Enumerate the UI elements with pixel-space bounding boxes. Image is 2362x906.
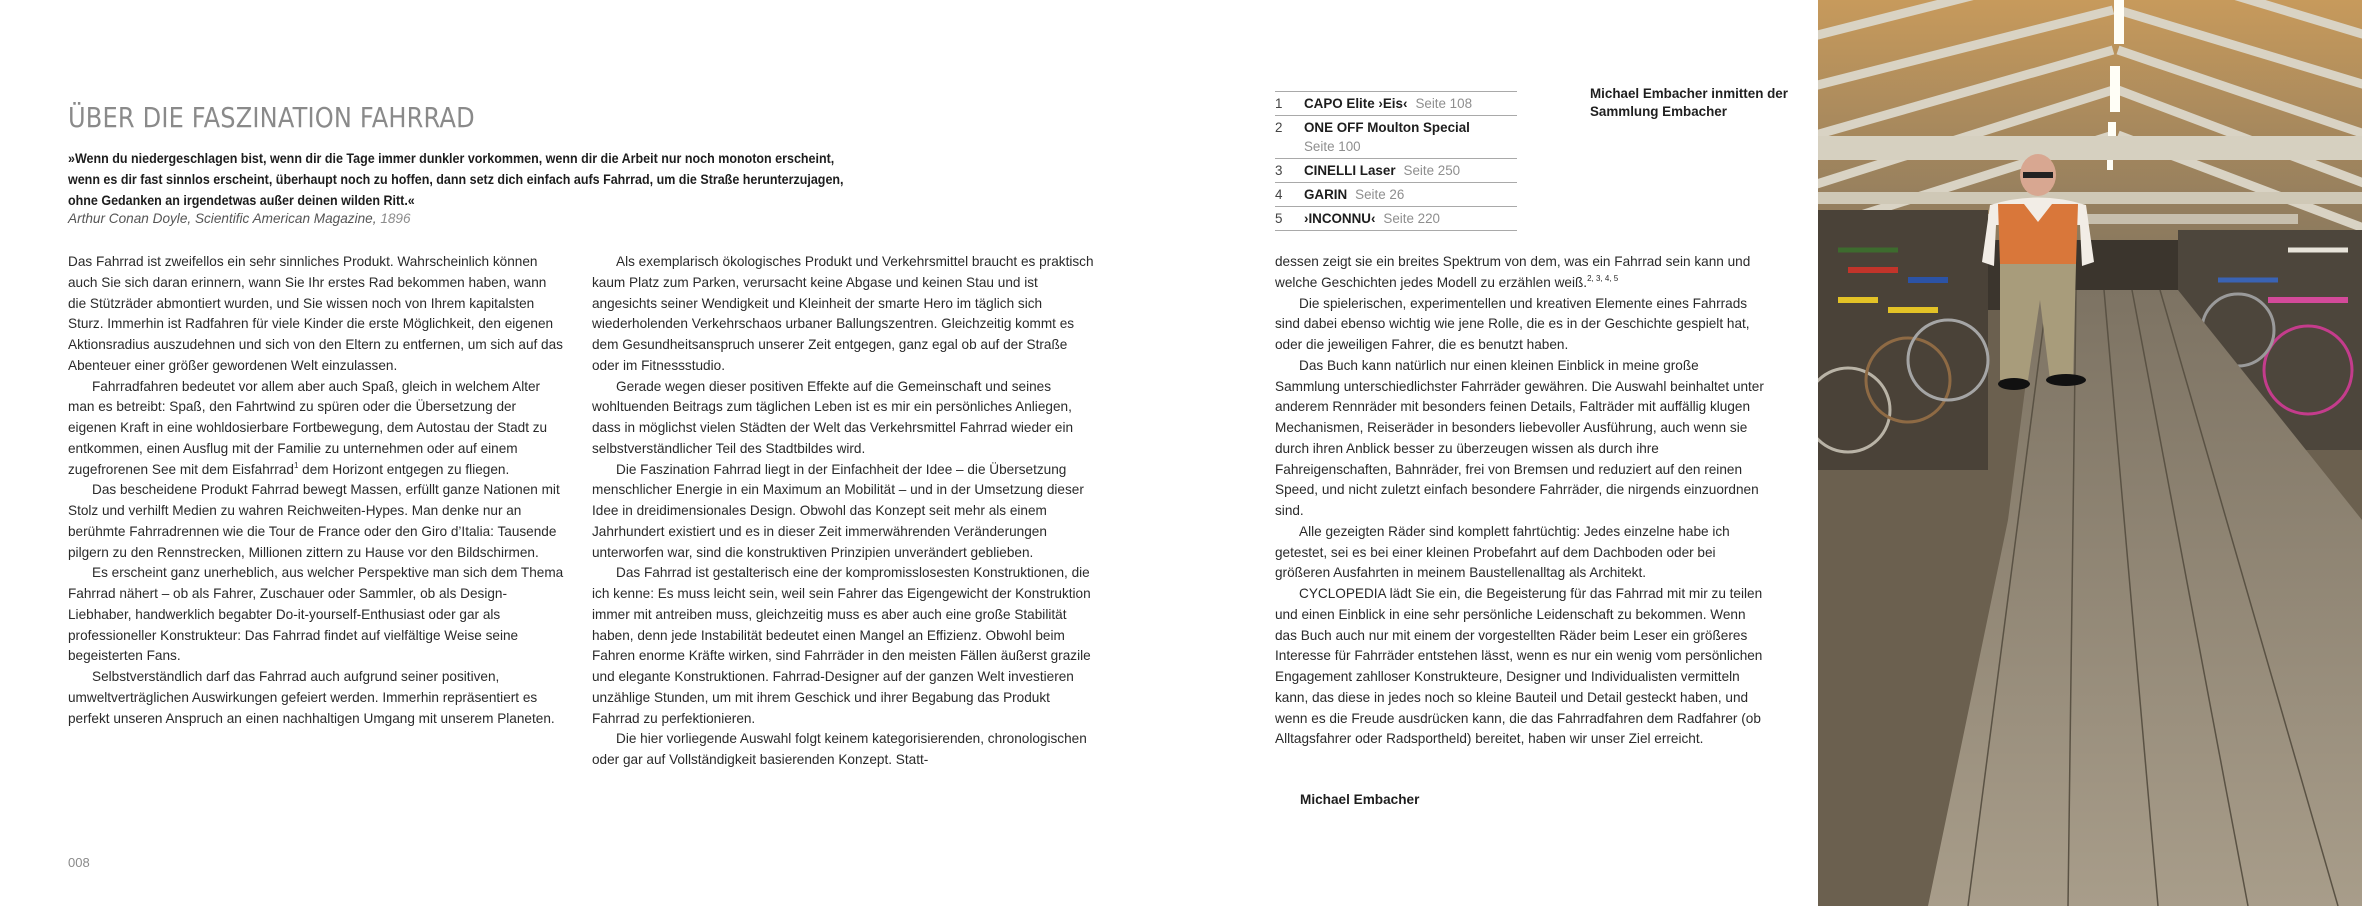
bike-name: GARIN <box>1304 187 1348 202</box>
text-column-1 <box>68 252 568 729</box>
paragraph-text: Fahrradfahren bedeutet vor allem aber auch Spaß, gleich in welchem Alter man es betreibt: Spaß, den Fahrtwind zu spüren oder die Übersetzung der eigenen Kraft in eine wohldosierbare Fortbewegung, dem Autostau der Stadt zu entkommen, einen Ausflug mit der Familie zu unternehmen oder auf einem zugefrorenen See mit dem Eisfahrrad <box>68 378 548 477</box>
index-number: 4 <box>1275 187 1283 202</box>
page-reference[interactable]: Seite 100 <box>1304 139 1361 154</box>
quote-author: Arthur Conan Doyle, <box>68 211 195 226</box>
paragraph: CYCLOPEDIA lädt Sie ein, die Begeisterung für das Fahrrad mit mir zu teilen und einen Einblick in eine sehr persönliche Leidenschaft zu bekommen. Wenn das Buch auch nur mit einem der vorgestellten Räder beim Leser ein größeres Interesse für Fahrräder entstehen lässt, wenn es nur ein wenig vom persönlichen Engagement zahlloser Konstrukteure, Designer und Individualisten vermitteln kann, das diese in jedes noch so kleine Bauteil und Detail gesteckt haben, und wenn es die Freude ausdrücken kann, die das Fahrradfahren dem Radfahrer (ob Alltagsfahrer oder Radsportheld) bereitet, haben wir unser Ziel erreicht. <box>1275 586 1763 747</box>
page-title: ÜBER DIE FASZINATION FAHRRAD <box>68 100 475 134</box>
bike-name: ›INCONNU‹ <box>1304 211 1376 226</box>
text-column-3 <box>1275 252 1765 750</box>
quote-separator: , <box>372 211 381 226</box>
paragraph-text: dessen zeigt sie ein breites Spektrum von dem, was ein Fahrrad sein kann und welche Geschichten jedes Modell zu erzählen weiß. <box>1275 254 1751 290</box>
photo-caption: Michael Embacher inmitten der Sammlung Embacher <box>1590 86 1788 119</box>
paragraph: Die spielerischen, experimentellen und kreativen Elemente eines Fahrrads sind dabei ebenso wichtig wie jene Rolle, die es in der Geschichte gespielt hat, oder die jeweiligen Fahrer, die es benutzt haben. <box>1275 295 1750 352</box>
paragraph: Gerade wegen dieser positiven Effekte auf die Gemeinschaft und seines wohltuenden Beitrags zum täglichen Leben ist es mir ein persönliches Anliegen, dass in möglichst vielen Städten der Welt das Verkehrsmittel Fahrrad wieder ein selbstverständlicher Teil des Stadtbildes wird. <box>592 378 1074 456</box>
page-reference[interactable]: Seite 108 <box>1415 96 1473 111</box>
footnote-ref[interactable]: 1 <box>293 460 299 470</box>
paragraph-text: dem Horizont entgegen zu fliegen. <box>298 461 510 477</box>
page-number: 008 <box>68 855 90 870</box>
index-item[interactable] <box>1275 115 1517 158</box>
index-item[interactable] <box>1275 182 1517 206</box>
text-column-2 <box>592 252 1098 771</box>
cross-beam <box>1818 192 2362 204</box>
paragraph: Das bescheidene Produkt Fahrrad bewegt Massen, erfüllt ganze Nationen mit Stolz und verhilft Medien zu wahren Reichweiten-Hypes. Man denke nur an berühmte Fahrradrennen wie die Tour de France oder den Giro d’Italia: Tausende pilgern zu den Rennstrecken, Millionen zittern zu Hause vor den Bildschirmen. <box>68 482 560 560</box>
bicycle-racks-left <box>1818 210 1988 470</box>
index-number: 5 <box>1275 211 1283 226</box>
paragraph: Als exemplarisch ökologisches Produkt und Verkehrsmittel braucht es praktisch kaum Platz zum Parken, verursacht keine Abgase und keinen Stau und ist angesichts seiner Wendigkeit und Kleinheit der smarte Hero im täglich sich wiederholenden Verkehrschaos urbaner Ballungszentren. Gleichzeitig kommt es dem Gesundheitsanspruch unserer Zeit entgegen, ganz egal ob auf der Straße oder im Fitnessstudio. <box>592 254 1094 373</box>
paragraph: Die Faszination Fahrrad liegt in der Einfachheit der Idee – die Übersetzung menschlicher Energie in ein Maximum an Mobilität – und in der Umsetzung dieser Idee in dreidimensionales Design. Obwohl das Konzept seit mehr als einem Jahrhundert existiert und es in dieser Zeit immerwährenden Veränderungen unterworfen war, sind die konstruktiven Prinzipien unverändert geblieben. <box>592 461 1084 560</box>
paragraph: Selbstverständlich darf das Fahrrad auch aufgrund seiner positiven, umweltverträglichen Auswirkungen gefeiert werden. Immerhin repräsentiert es perfekt unseren Anspruch an einen nachhaltigen Umgang mit unserem Planeten. <box>68 669 555 726</box>
paragraph: Das Buch kann natürlich nur einen kleinen Einblick in meine große Sammlung unterschiedlichster Fahrräder gewähren. Die Auswahl beinhaltet unter anderem Rennräder mit besonders feinen Details, Falträder mit auffällig klugen Mechanismen, Reiseräder in besonders liebevoller Ausführung, auch wenn sie durch ihren Anblick besser zu überzeugen wissen als durch ihre Fahreigenschaften, Bahnräder, frei von Bremsen und reduziert auf den reinen Speed, und nicht zuletzt einfach besondere Fahrräder, die nirgends einzuordnen sind. <box>1275 357 1764 518</box>
index-item[interactable] <box>1275 206 1517 231</box>
collection-photo <box>1818 0 2362 906</box>
epigraph-quote: »Wenn du niedergeschlagen bist, wenn dir die Tage immer dunkler vorkommen, wenn dir die Arbeit nur noch monoton erscheint, wenn es dir fast sinnlos erscheint, überhaupt noch zu hoffen, dann setz dich einfach aufs Fahrrad, um die Straße herunterzujagen, ohne Gedanken an irgendetwas außer deinen wilden Ritt.« <box>68 151 844 208</box>
attic-bicycle-photo-illustration <box>1818 0 2362 906</box>
bike-name: ONE OFF Moulton Special <box>1304 120 1470 135</box>
epigraph-source <box>68 211 411 226</box>
index-item[interactable] <box>1275 91 1517 115</box>
bike-index-list <box>1275 91 1517 231</box>
bike-name: CAPO Elite ›Eis‹ <box>1304 96 1408 111</box>
page-reference[interactable]: Seite 26 <box>1355 187 1405 202</box>
paragraph: Das Fahrrad ist gestalterisch eine der kompromisslosesten Konstruktionen, die ich kenne: Es muss leicht sein, weil sein Fahrer das Eigengewicht der Konstruktion immer mit antreiben muss, gleichzeitig muss es aber auch eine große Stabilität haben, denn jede Instabilität bedeutet einen Mangel an Effizienz. Obwohl beim Fahren enorme Kräfte wirken, sind Fahrräder in den meisten Fällen äußerst grazile und elegante Konstruktionen. Fahrrad-Designer auf der ganzen Welt investieren unzählige Stunden, um mit ihrem Geschick und ihrer Begabung das Produkt Fahrrad zu perfektionieren. <box>592 565 1091 726</box>
paragraph <box>1275 252 1765 294</box>
index-item[interactable] <box>1275 158 1517 182</box>
bike-name: CINELLI Laser <box>1304 163 1396 178</box>
page-reference[interactable]: Seite 220 <box>1383 211 1440 226</box>
author-signature: Michael Embacher <box>1300 792 1420 807</box>
index-number: 3 <box>1275 163 1283 178</box>
paragraph: Alle gezeigten Räder sind komplett fahrtüchtig: Jedes einzelne habe ich getestet, sei es bei einer kleinen Probefahrt auf dem Dachboden oder bei größeren Ausfahrten in meinem Baustellenalltag als Architekt. <box>1275 523 1730 581</box>
paragraph: Die hier vorliegende Auswahl folgt keinem kategorisierenden, chronologischen oder gar auf Vollständigkeit basierenden Konzept. Statt- <box>592 731 1087 767</box>
paragraph: Es erscheint ganz unerheblich, aus welcher Perspektive man sich dem Thema Fahrrad nähert – ob als Fahrer, Zuschauer oder Sammler, ob als Design-Liebhaber, handwerklich begabter Do-it-yourself-Enthusiast oder gar als professioneller Konstrukteur: Das Fahrrad findet auf vielfältige Weise seine begeisterten Fans. <box>68 565 564 664</box>
footnote-ref[interactable]: 2, 3, 4, 5 <box>1587 273 1619 283</box>
paragraph <box>68 377 568 481</box>
index-number: 1 <box>1275 96 1283 111</box>
paragraph: Das Fahrrad ist zweifellos ein sehr sinnliches Produkt. Wahrscheinlich können auch Sie sich daran erinnern, wann Sie Ihr erstes Rad bekommen haben, wann die Stützräder abmontiert wurden, und Sie wissen noch von Ihrem kapitalsten Sturz. Immerhin ist Radfahren für viele Kinder die erste Möglichkeit, den eigenen Aktionsradius auszudehnen und sich von den Eltern zu entfernen, um sich auf das Abenteuer einer größer gewordenen Welt einzulassen. <box>68 254 563 373</box>
quote-year: 1896 <box>380 211 411 226</box>
index-number: 2 <box>1275 120 1283 135</box>
cross-beam <box>1818 136 2362 160</box>
page-reference[interactable]: Seite 250 <box>1403 163 1461 178</box>
quote-publication: Scientific American Magazine <box>194 211 373 226</box>
